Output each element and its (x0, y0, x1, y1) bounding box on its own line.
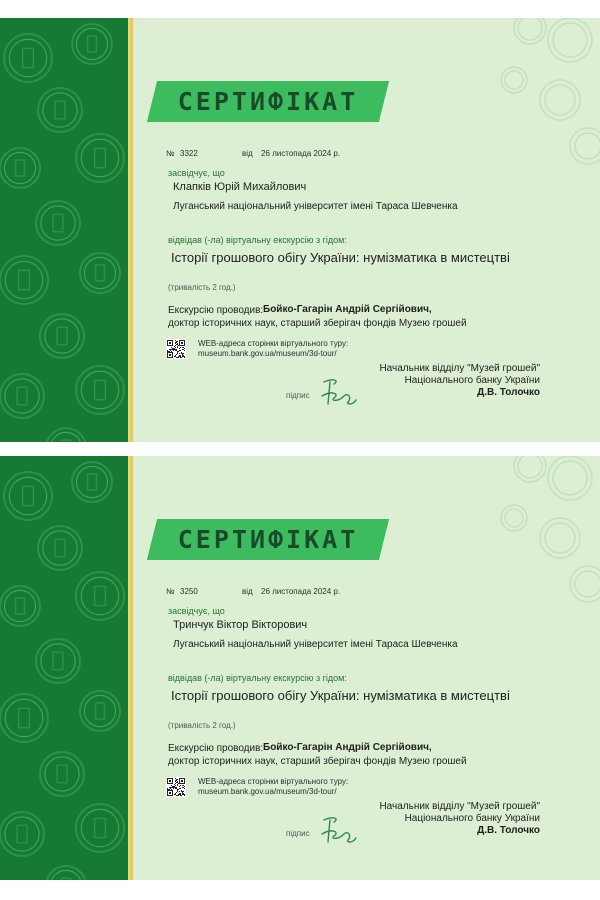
guide-credentials: доктор історичних наук, старший зберігач фондів Музею грошей (168, 318, 467, 329)
side-band (0, 18, 128, 442)
certificate-number: 3322 (180, 149, 198, 158)
guide-credentials: доктор історичних наук, старший зберігач фондів Музею грошей (168, 756, 467, 767)
signature-icon (318, 374, 360, 412)
certificate-date: 26 листопада 2024 р. (261, 587, 341, 596)
head-title-line1: Начальник відділу "Музей грошей" (379, 801, 540, 812)
head-title-line1: Начальник відділу "Музей грошей" (379, 363, 540, 374)
tour-title: Історії грошового обігу України: нумізматика в мистецтві (171, 688, 510, 703)
gold-edge (128, 456, 133, 880)
certifies-label: засвідчує, що (168, 606, 225, 616)
number-label: № (166, 587, 175, 596)
duration: (тривалість 2 год.) (168, 721, 236, 730)
duration: (тривалість 2 год.) (168, 283, 236, 292)
web-label: WEB-адреса сторінки віртуального туру: (198, 339, 349, 348)
person-name: Тринчук Віктор Вікторович (173, 619, 308, 631)
signature-label: підпис (286, 829, 310, 838)
qr-code-icon (166, 339, 186, 359)
date-label: від (242, 149, 253, 158)
certificate-title: СЕРТИФІКАТ (177, 87, 359, 116)
web-url[interactable]: museum.bank.gov.ua/museum/3d-tour/ (198, 787, 337, 796)
person-name: Клапків Юрій Михайлович (173, 181, 307, 193)
coin-pattern-icon (0, 456, 128, 880)
tour-title: Історії грошового обігу України: нумізматика в мистецтві (171, 250, 510, 265)
institution: Луганський національний університет імені Тараса Шевченка (173, 201, 458, 212)
certificate-number: 3250 (180, 587, 198, 596)
background-coins-icon (410, 18, 600, 168)
guide-name: Бойко-Гагарін Андрій Сергійович, (263, 304, 432, 315)
signature-label: підпис (286, 391, 310, 400)
certificate-2 (0, 456, 600, 880)
gold-edge (128, 18, 133, 442)
head-name: Д.В. Толочко (477, 387, 540, 398)
certificate-date: 26 листопада 2024 р. (261, 149, 341, 158)
side-band (0, 456, 128, 880)
certifies-label: засвідчує, що (168, 168, 225, 178)
certificate-1 (0, 18, 600, 442)
guide-label: Екскурсію проводив: (168, 305, 264, 316)
coin-pattern-icon (0, 18, 128, 442)
web-label: WEB-адреса сторінки віртуального туру: (198, 777, 349, 786)
qr-code-icon (166, 777, 186, 797)
attended-label: відвідав (-ла) віртуальну екскурсію з гідом: (168, 235, 347, 245)
guide-name: Бойко-Гагарін Андрій Сергійович, (263, 742, 432, 753)
number-label: № (166, 149, 175, 158)
head-title-line2: Національного банку України (404, 813, 540, 824)
institution: Луганський національний університет імені Тараса Шевченка (173, 639, 458, 650)
background-coins-icon (410, 456, 600, 606)
certificate-title: СЕРТИФІКАТ (177, 525, 359, 554)
attended-label: відвідав (-ла) віртуальну екскурсію з гідом: (168, 673, 347, 683)
signature-icon (318, 812, 360, 850)
guide-label: Екскурсію проводив: (168, 743, 264, 754)
head-name: Д.В. Толочко (477, 825, 540, 836)
date-label: від (242, 587, 253, 596)
head-title-line2: Національного банку України (404, 375, 540, 386)
web-url[interactable]: museum.bank.gov.ua/museum/3d-tour/ (198, 349, 337, 358)
